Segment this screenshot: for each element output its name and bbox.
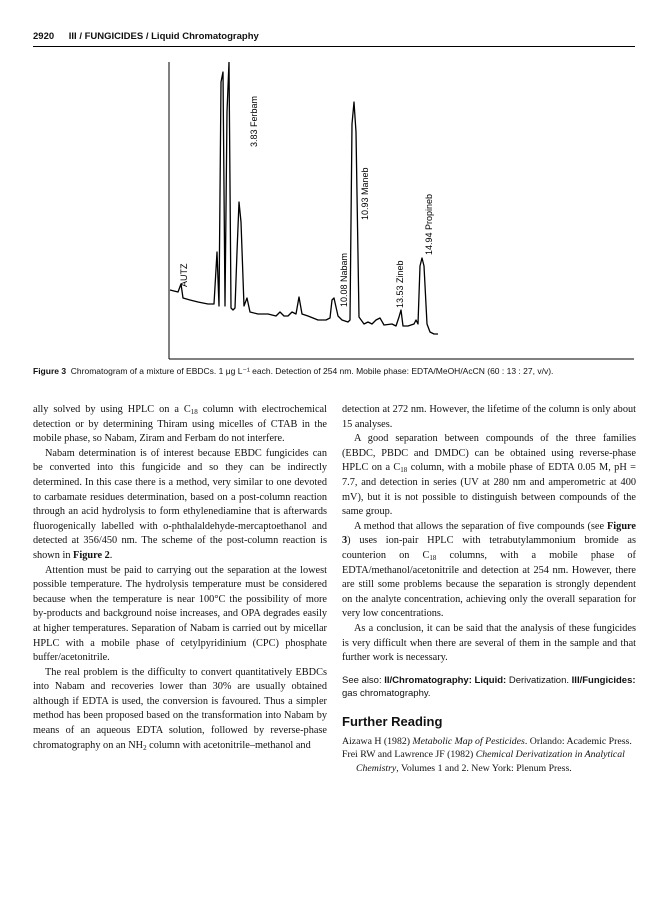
see-also-link-2[interactable]: III/Fungicides: xyxy=(571,674,636,686)
reference-authors: Frei RW and Lawrence JF (1982) xyxy=(342,749,476,761)
text-run: ) uses ion-pair HPLC with tetrabutylammonium bromide as counterion on C xyxy=(342,535,636,561)
peak-label-propineb: 14.94 Propineb xyxy=(424,193,434,255)
text-run: column with electrochemical detection or by determining Thiram using micelles of CTAB in the mobile phase, so Nabam, Ziram and Ferbam do not interfere. xyxy=(33,404,327,445)
subscript: 18 xyxy=(400,466,408,475)
right-paragraph-1: detection at 272 nm. However, the lifetime of the column is only about 15 analyses. xyxy=(342,404,636,430)
running-title: III / FUNGICIDES / Liquid Chromatography xyxy=(68,31,259,42)
left-paragraph-1 xyxy=(33,403,327,447)
page-number: 2920 xyxy=(33,31,55,42)
reference-publisher: . Orlando: Academic Press. xyxy=(524,736,632,748)
peak-label-ferbam: 3.83 Ferbam xyxy=(249,95,259,147)
right-paragraph-4: As a conclusion, it can be said that the analysis of these fungicides is very difficult when there are several of them in the sample and that further work is necessary. xyxy=(342,622,636,664)
reference-item xyxy=(342,735,636,748)
text-run: column with acetonitrile–methanol and xyxy=(146,739,311,751)
see-also xyxy=(342,674,636,701)
peak-label-zineb: 13.53 Zineb xyxy=(395,260,405,308)
reference-authors: Aizawa H (1982) xyxy=(342,736,413,748)
text-run: ally solved by using HPLC on a C xyxy=(33,404,191,415)
left-paragraph-4 xyxy=(33,666,327,754)
chromatogram-figure xyxy=(168,62,634,360)
text-run: The real problem is the difficulty to convert quantitatively EBDCs into Nabam and recoveries lower than 30% are usually obtained although if EDTA is used, the conversion is favoured. Thus a simpler method has been proposed based on the transformation into Nabam by means of an aqueous EDTA solution, followed by reverse-phase chromatography on an NH xyxy=(33,666,327,751)
reference-title: Chemical Derivatization in Analytical Chemistry xyxy=(356,749,625,774)
subscript: 18 xyxy=(429,553,437,562)
text-run: A method that allows the separation of five compounds (see xyxy=(354,520,608,532)
text-run: columns, with a mobile phase of EDTA/methanol/acetonitrile and detection at 254 nm. However, there are still some problems because the separation is strongly dependent on the analyte concentration, achieving only the overall separation for very low concentrations. xyxy=(342,549,636,620)
figure-3-reference[interactable]: Figure 3 xyxy=(342,520,636,547)
see-also-link-1[interactable]: II/Chromatography: Liquid: xyxy=(384,674,507,686)
right-paragraph-3 xyxy=(342,520,636,622)
text-run: . xyxy=(109,549,113,561)
text-run: Nabam determination is of interest because EBDC fungicides can be converted into this fungicide and so they can be indirectly determined. In this case there is a method, very similar to one devoted to carbamate residues determination, based on a post-column reaction through an acid hydrolysis to form ethylenediamine that is afterwards fluorogenically labelled with o-phthalaldehyde-mercaptoethanol and detected at 356/450 nm. The scheme of the post-column reaction is shown in xyxy=(33,447,327,561)
reference-publisher: , Volumes 1 and 2. New York: Plenum Press. xyxy=(396,762,572,774)
see-also-text-1: Derivatization. xyxy=(506,674,570,686)
figure-caption xyxy=(33,365,635,377)
figure-2-reference[interactable]: Figure 2 xyxy=(73,549,110,561)
right-paragraph-2 xyxy=(342,432,636,520)
see-also-text-2: gas chromatography. xyxy=(342,688,431,700)
left-column xyxy=(33,403,327,753)
figure-caption-text: Chromatogram of a mixture of EBDCs. 1 μg L⁻¹ each. Detection of 254 nm. Mobile phase: EDTA/MeOH/AcCN (60 : 13 : 27, v/v). xyxy=(70,366,554,376)
running-head xyxy=(33,31,635,42)
peak-label-autz: AUTZ xyxy=(179,263,189,287)
reference-item xyxy=(342,748,636,774)
subscript: 18 xyxy=(190,408,198,416)
peak-label-maneb: 10.93 Maneb xyxy=(360,167,370,220)
text-run: column, with a mobile phase of EDTA 0.05 M, pH = 7.7, and detection in series (UV at 280 nm and amperometric at 400 mV), but it is not possible to distinguish between compounds of the same group. xyxy=(342,462,636,518)
reference-title: Metabolic Map of Pesticides xyxy=(412,736,525,748)
right-column xyxy=(342,403,636,775)
header-rule xyxy=(33,46,635,47)
text-run: A good separation between compounds of the three families (EBDC, PBDC and DMDC) can be obtained using reverse-phase HPLC on a C xyxy=(342,433,636,474)
subscript: 2 xyxy=(143,743,147,752)
see-also-label: See also: xyxy=(342,674,382,686)
further-reading-title: Further Reading xyxy=(342,713,443,729)
peak-label-nabam: 10.08 Nabam xyxy=(339,252,349,307)
left-paragraph-2 xyxy=(33,447,327,564)
figure-caption-label: Figure 3 xyxy=(33,366,67,376)
left-paragraph-3: Attention must be paid to carrying out the separation at the lowest possible temperature. The hydrolysis temperature must be considered because when the temperature is near 100°C the possibility of more by-products and background noise increases, and OPA degrades easily at higher temperatures. Separation of Nabam is carried out by micellar HPLC with a mobile phase of cetylpyridinium (CPC) phosphate buffer/acetonitrile. xyxy=(33,564,327,664)
